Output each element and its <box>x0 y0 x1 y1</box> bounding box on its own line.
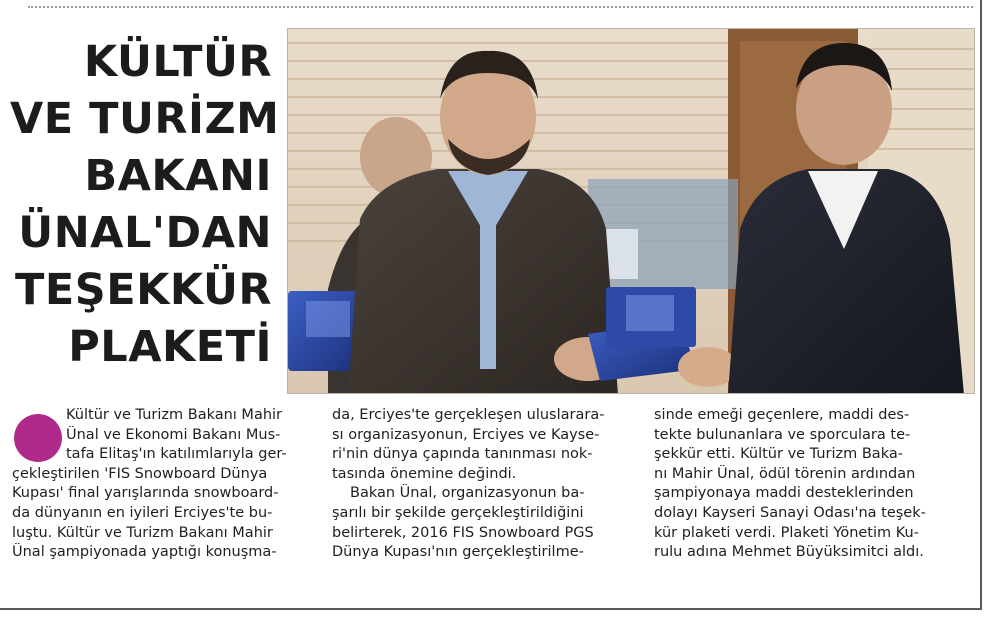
article-line: Kupası' final yarışlarında snowboard- <box>12 485 279 502</box>
article-line: şampiyonaya maddi desteklerinden <box>654 485 914 502</box>
accent-dot <box>14 414 62 462</box>
article-line: da, Erciyes'te gerçekleşen uluslarara- <box>332 407 605 423</box>
article-line: Bakan Ünal, organizasyonun ba- <box>350 485 585 502</box>
article-line: kür plaketi verdi. Plaketi Yönetim Ku- <box>654 524 919 541</box>
news-photo <box>287 28 975 394</box>
article-line: ri'nin dünya çapında tanınması nok- <box>332 446 593 463</box>
article-line: çekleştirilen 'FIS Snowboard Dünya <box>12 465 268 482</box>
article-line: tasında önemine değindi. <box>332 465 517 482</box>
headline-line: KÜLTÜR <box>83 37 272 87</box>
article-line: sinde emeği geçenlere, maddi des- <box>654 407 910 423</box>
article-line: rulu adına Mehmet Büyüksimitci aldı. <box>654 544 924 561</box>
article-line: şekkür etti. Kültür ve Turizm Baka- <box>654 446 903 463</box>
article-line: Kültür ve Turizm Bakanı Mahir <box>66 407 283 423</box>
article-line: Ünal şampiyonada yaptığı konuşma- <box>12 544 277 561</box>
article-line: Dünya Kupası'nın gerçekleştirilme- <box>332 544 584 561</box>
article-column-3 <box>654 406 960 563</box>
article-line: luştu. Kültür ve Turizm Bakanı Mahir <box>12 524 273 541</box>
article-line: belirterek, 2016 FIS Snowboard PGS <box>332 524 594 541</box>
article-line: Ünal ve Ekonomi Bakanı Mus- <box>66 426 281 443</box>
headline-line: BAKANI <box>84 151 272 201</box>
article-line: dolayı Kayseri Sanayi Odası'na teşek- <box>654 504 926 521</box>
news-photo-illustration <box>288 29 975 394</box>
article-line: tafa Elitaş'ın katılımlarıyla ger- <box>66 446 287 463</box>
article-line: tekte bulunanlara ve sporculara te- <box>654 426 911 443</box>
headline-line: VE TURİZM <box>10 94 280 144</box>
article-line: sı organizasyonun, Erciyes ve Kayse- <box>332 426 600 443</box>
headline-line: TEŞEKKÜR <box>15 265 272 315</box>
article-line: da dünyanın en iyileri Erciyes'te bu- <box>12 504 273 521</box>
headline <box>10 34 280 376</box>
headline-line: PLAKETİ <box>68 322 272 372</box>
article-column-2 <box>332 406 638 563</box>
article-line: şarılı bir şekilde gerçekleştirildiğini <box>332 504 584 521</box>
article-column-1 <box>12 406 318 563</box>
article-line: nı Mahir Ünal, ödül törenin ardından <box>654 465 916 482</box>
headline-line: ÜNAL'DAN <box>18 208 272 258</box>
